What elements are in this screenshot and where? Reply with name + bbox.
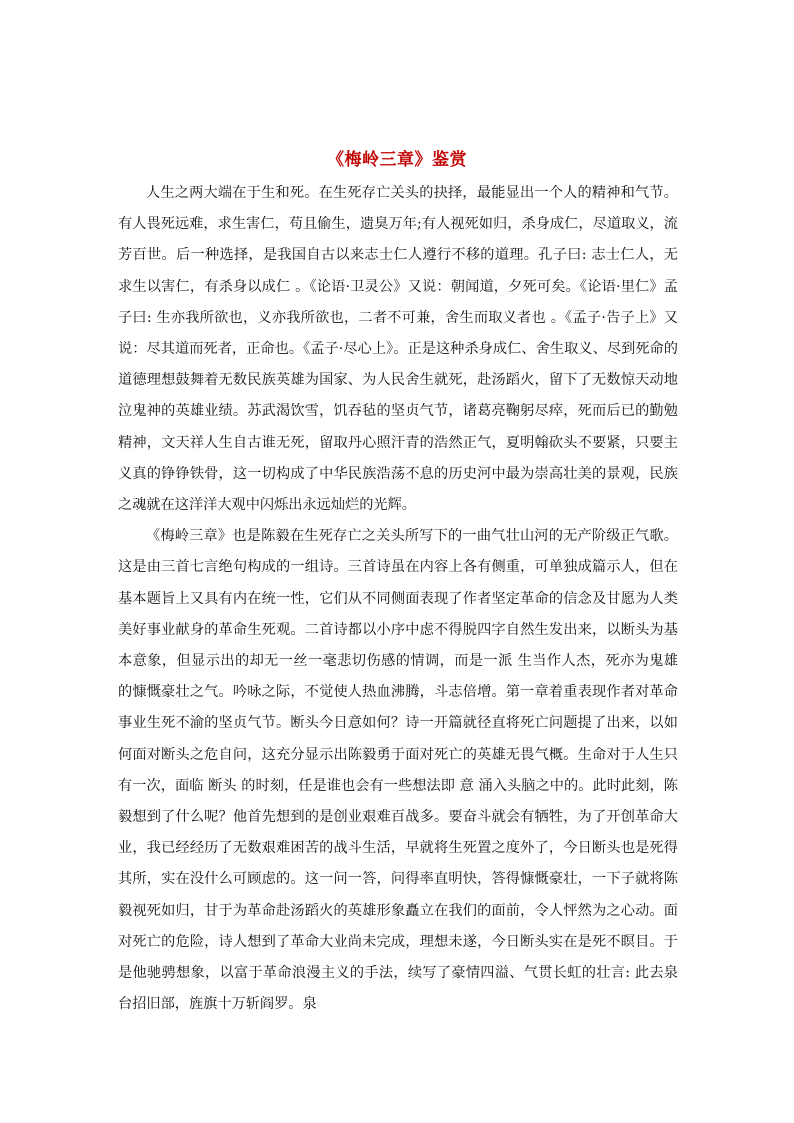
document-title: 《梅岭三章》鉴赏 — [327, 150, 467, 170]
paragraph: 人生之两大端在于生和死。在生死存亡关头的抉择，最能显出一个人的精神和气节。有人畏死远难，求生害仁，苟且偷生，遗臭万年;有人视死如归，杀身成仁，尽道取义，流芳百世。后一种选择，是我国自古以来志士仁人遵行不移的道理。孔子曰: 志士仁人，无求生以害仁，有杀身以成仁 。《论语·卫灵公》又说：朝闻道，夕死可矣。《论语·里仁》孟子曰: 生亦我所欲也，义亦我所欲也，二者不可兼，舍生而取义者也 。《孟子·告子上》又说：尽其道而死者，正命也。《孟子·尽心上》。正是这种杀身成仁、舍生取义、尽到死命的道德理想鼓舞着无数民族英雄为国家、为人民舍生就死，赴汤蹈火，留下了无数惊天动地泣鬼神的英雄业绩。苏武渴饮雪，饥吞毡的坚贞气节，诸葛亮鞠躬尽瘁，死而后已的勤勉精神，文天祥人生自古谁无死，留取丹心照汗青的浩然正气，夏明翰砍头不要紧，只要主义真的铮铮铁骨，这一切构成了中华民族浩荡不息的历史河中最为崇高壮美的景观，民族之魂就在这洋洋大观中闪烁出永远灿烂的光辉。 — [118, 185, 678, 514]
document-body — [118, 178, 678, 1020]
paragraph: 《梅岭三章》也是陈毅在生死存亡之关头所写下的一曲气壮山河的无产阶级正气歌。这是由三首七言绝句构成的一组诗。三首诗虽在内容上各有侧重，可单独成篇示人，但在基本题旨上又具有内在统一性，它们从不同侧面表现了作者坚定革命的信念及甘愿为人类美好事业献身的革命生死观。二首诗都以小序中虑不得脱四字自然生发出来，以断头为基本意象，但显示出的却无一丝一毫悲切伤感的情调，而是一派 生当作人杰，死亦为鬼雄 的慷慨豪壮之气。吟咏之际，不觉使人热血沸腾，斗志倍增。第一章着重表现作者对革命事业生死不渝的坚贞气节。断头今日意如何？诗一开篇就径直将死亡问题提了出来，以如何面对断头之危自问，这充分显示出陈毅勇于面对死亡的英雄无畏气概。生命对于人生只有一次，面临 断头 的时刻，任是谁也会有一些想法即 意 涌入头脑之中的。此时此刻，陈毅想到了什么呢？他首先想到的是创业艰难百战多。要奋斗就会有牺牲，为了开创革命大业，我已经经历了无数艰难困苦的战斗生活，早就将生死置之度外了，今日断头也是死得其所，实在没什么可顾虑的。这一问一答，问得率直明快，答得慷慨豪壮，一下子就将陈毅视死如归，甘于为革命赴汤蹈火的英雄形象矗立在我们的面前，令人怦然为之心动。面对死亡的危险，诗人想到了革命大业尚未完成，理想未遂，今日断头实在是死不瞑目。于是他驰骋想象，以富于革命浪漫主义的手法，续写了豪情四溢、气贯长虹的壮言: 此去泉台招旧部，旌旗十万斩阎罗。泉 — [118, 528, 678, 1013]
